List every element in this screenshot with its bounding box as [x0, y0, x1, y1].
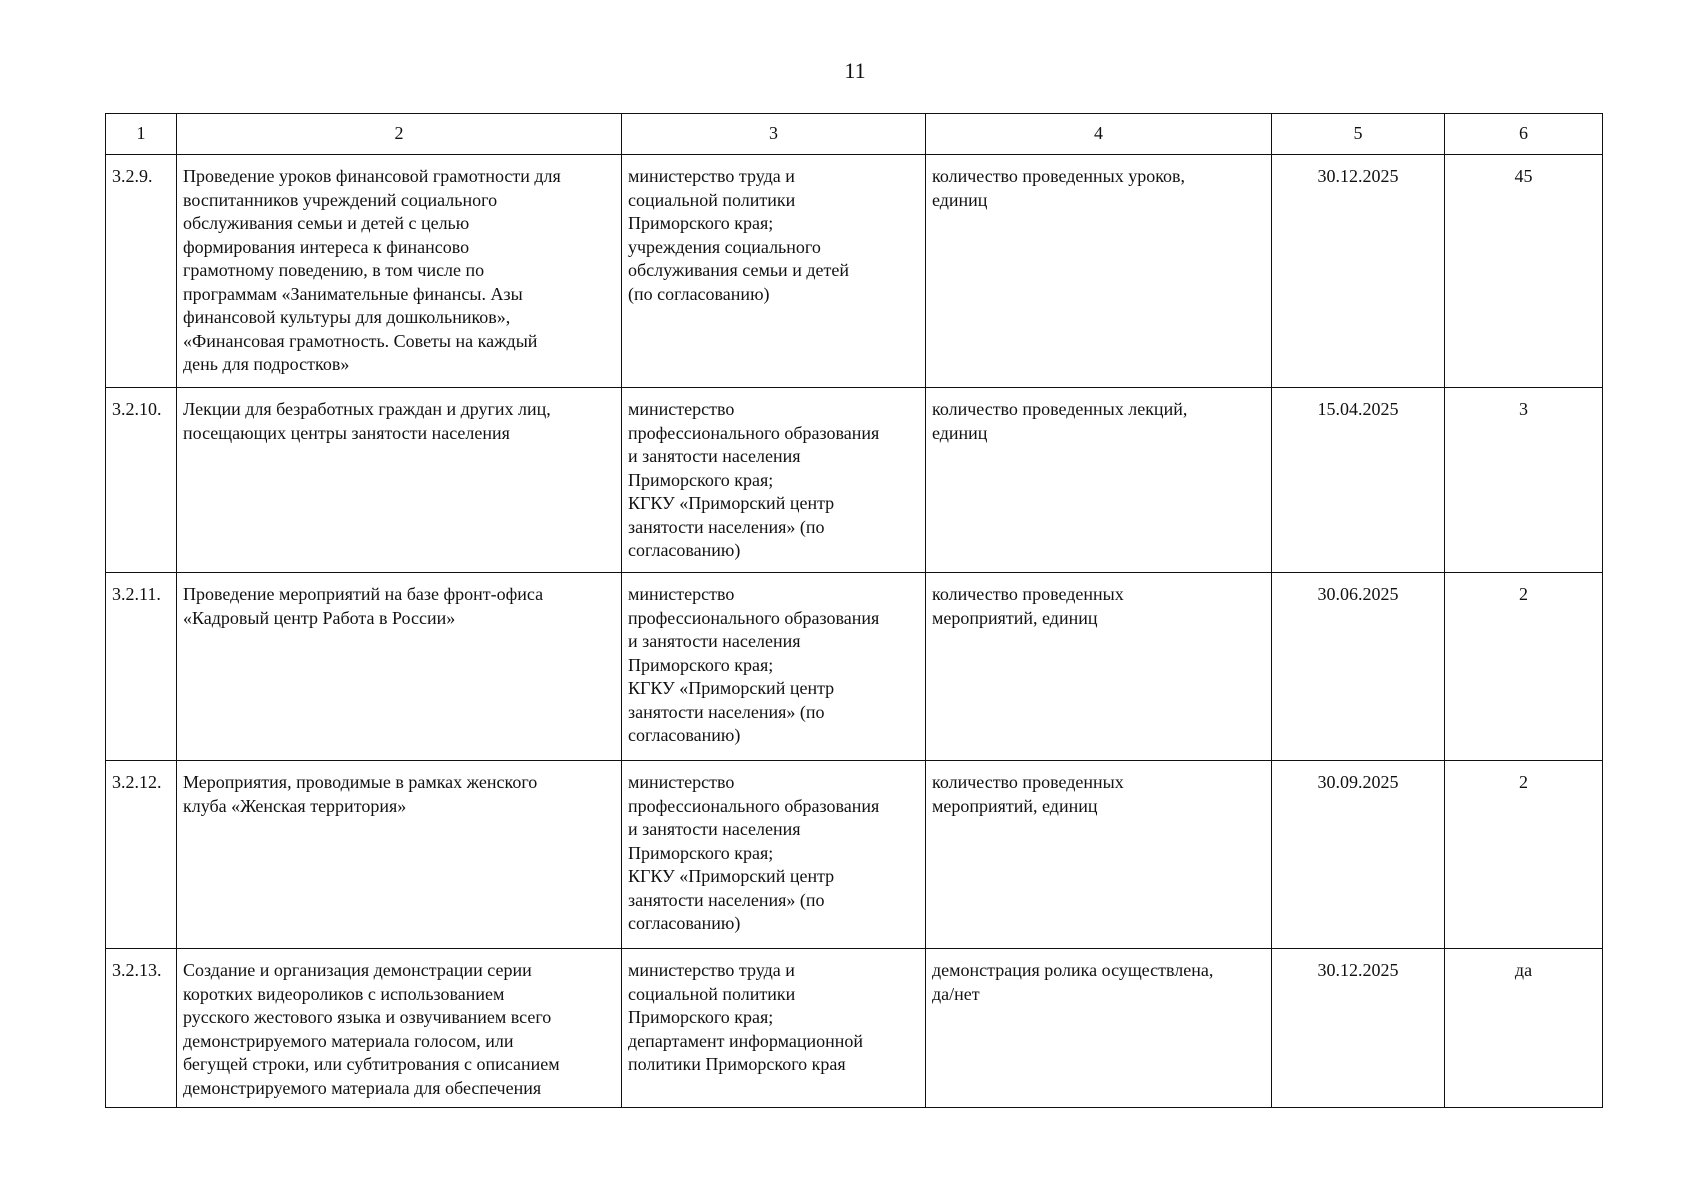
indicator-cell: количество проведенных мероприятий, единиц [926, 761, 1272, 949]
executor-cell: министерство профессионального образования и занятости населения Приморского края; КГКУ «Приморский центр занятости населения» (по согласованию) [622, 388, 926, 573]
column-header-5: 5 [1272, 114, 1445, 155]
indicator-cell: демонстрация ролика осуществлена, да/нет [926, 949, 1272, 1108]
column-header-2: 2 [177, 114, 622, 155]
deadline-cell: 30.12.2025 [1272, 949, 1445, 1108]
page-number: 11 [844, 58, 866, 83]
deadline-cell: 30.12.2025 [1272, 155, 1445, 388]
table-row [106, 155, 1603, 388]
activity-cell: Проведение уроков финансовой грамотности для воспитанников учреждений социального обслуживания семьи и детей с целью формирования интереса к финансово грамотному поведению, в том числе по программам «Занимательные финансы. Азы финансовой культуры для дошкольников», «Финансовая грамотность. Советы на каждый день для подростков» [177, 155, 622, 388]
indicator-cell: количество проведенных уроков, единиц [926, 155, 1272, 388]
value-cell: 3 [1445, 388, 1603, 573]
activity-cell: Лекции для безработных граждан и других лиц, посещающих центры занятости населения [177, 388, 622, 573]
item-number: 3.2.10. [106, 388, 177, 573]
executor-cell: министерство труда и социальной политики Приморского края; департамент информационной политики Приморского края [622, 949, 926, 1108]
activity-cell: Проведение мероприятий на базе фронт-офиса «Кадровый центр Работа в России» [177, 573, 622, 761]
value-cell: 2 [1445, 761, 1603, 949]
item-number: 3.2.9. [106, 155, 177, 388]
executor-cell: министерство труда и социальной политики Приморского края; учреждения социального обслуживания семьи и детей (по согласованию) [622, 155, 926, 388]
deadline-cell: 15.04.2025 [1272, 388, 1445, 573]
activity-cell: Создание и организация демонстрации серии коротких видеороликов с использованием русского жестового языка и озвучиванием всего демонстрируемого материала голосом, или бегущей строки, или субтитрования с описанием демонстрируемого материала для обеспечения [177, 949, 622, 1108]
deadline-cell: 30.09.2025 [1272, 761, 1445, 949]
table-header-row [106, 114, 1603, 155]
item-number: 3.2.13. [106, 949, 177, 1108]
item-number: 3.2.12. [106, 761, 177, 949]
measures-table [105, 113, 1603, 1108]
column-header-6: 6 [1445, 114, 1603, 155]
table-row [106, 573, 1603, 761]
activity-cell: Мероприятия, проводимые в рамках женского клуба «Женская территория» [177, 761, 622, 949]
value-cell: 45 [1445, 155, 1603, 388]
table-row [106, 761, 1603, 949]
executor-cell: министерство профессионального образования и занятости населения Приморского края; КГКУ «Приморский центр занятости населения» (по согласованию) [622, 573, 926, 761]
indicator-cell: количество проведенных лекций, единиц [926, 388, 1272, 573]
indicator-cell: количество проведенных мероприятий, единиц [926, 573, 1272, 761]
column-header-3: 3 [622, 114, 926, 155]
value-cell: да [1445, 949, 1603, 1108]
value-cell: 2 [1445, 573, 1603, 761]
column-header-1: 1 [106, 114, 177, 155]
item-number: 3.2.11. [106, 573, 177, 761]
column-header-4: 4 [926, 114, 1272, 155]
deadline-cell: 30.06.2025 [1272, 573, 1445, 761]
table-row [106, 949, 1603, 1108]
table-row [106, 388, 1603, 573]
executor-cell: министерство профессионального образования и занятости населения Приморского края; КГКУ «Приморский центр занятости населения» (по согласованию) [622, 761, 926, 949]
